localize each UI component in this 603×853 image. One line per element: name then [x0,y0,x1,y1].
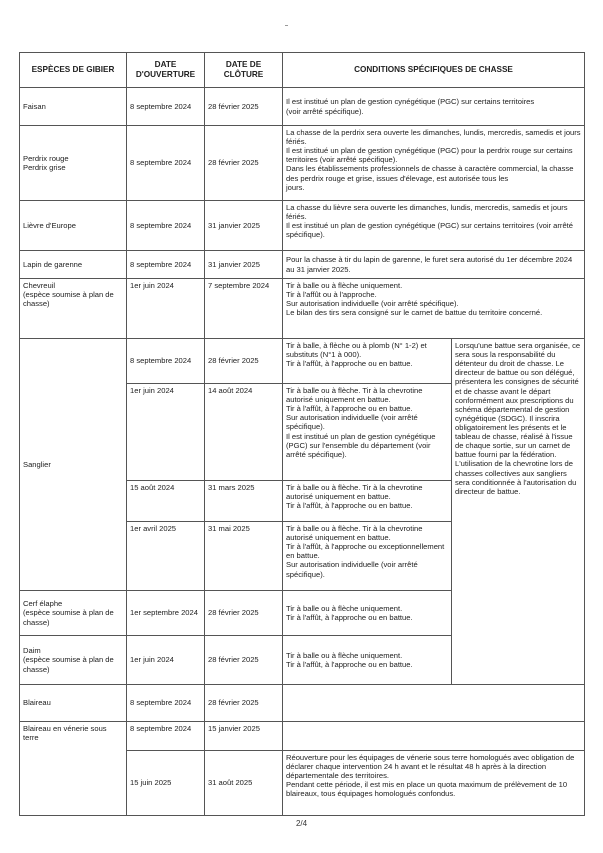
closing-date-cell: 31 mai 2025 [205,522,283,591]
closing-date-cell: 28 février 2025 [205,88,283,126]
condition-line: jours. [286,182,305,192]
closing-date-cell: 28 février 2025 [205,636,283,685]
condition-line: Tir à l'affût ou à l'approche. [286,290,377,300]
condition-line: Sur autorisation individuelle (voir arrêté spécifique). [286,413,418,432]
opening-date-cell: 15 août 2024 [127,481,205,522]
condition-line: Sur autorisation individuelle (voir arrêté spécifique). [286,299,459,309]
opening-date-cell: 1er juin 2024 [127,384,205,481]
condition-line: Tir à balle ou à flèche. Tir à la chevrotine autorisé uniquement en battue. [286,524,423,543]
closing-date-cell: 7 septembre 2024 [205,279,283,339]
condition-line: Dans les établissements professionnels de chasse à caractère commercial, la chasse des perdrix rouge et grise, issues d'élevage, est autorisée tous les [286,164,574,183]
scan-mark [285,25,288,26]
opening-date-cell: 8 septembre 2024 [127,339,205,384]
header-species: ESPÈCES DE GIBIER [20,53,127,88]
conditions-cell [283,685,585,722]
species-cell: Sanglier [20,339,127,591]
closing-date-cell: 15 janvier 2025 [205,722,283,751]
table-row [20,88,585,126]
table-row [20,339,585,384]
condition-line: La chasse de la perdrix sera ouverte les dimanches, lundis, mercredis, samedis et jours fériés. [286,128,581,147]
table-row [20,722,585,751]
species-cell [20,636,127,685]
species-cell [20,591,127,636]
condition-line: Tir à balle, à flèche ou à plomb (N° 1-2) et substituts (N°1 à 000). [286,341,427,360]
condition-line: Tir à balle ou à flèche uniquement. [286,281,403,290]
opening-date-cell: 8 septembre 2024 [127,722,205,751]
closing-date-cell: 28 février 2025 [205,126,283,201]
conditions-cell [283,522,452,591]
opening-date-cell: 8 septembre 2024 [127,88,205,126]
table-row [20,685,585,722]
opening-date-cell: 8 septembre 2024 [127,126,205,201]
condition-line: Tir à l'affût, à l'approche ou en battue. [286,501,413,511]
conditions-cell [283,751,585,816]
condition-line: Tir à l'affût, à l'approche ou en battue. [286,613,413,622]
conditions-cell: Pour la chasse à tir du lapin de garenne, le furet sera autorisé du 1er décembre 2024 au 31 janvier 2025. [283,251,585,279]
opening-date-cell: 1er juin 2024 [127,279,205,339]
condition-line: Il est institué un plan de gestion cynégétique (PGC) sur certains territoires [286,97,535,107]
conditions-cell [283,126,585,201]
closing-date-cell: 28 février 2025 [205,339,283,384]
hunting-conditions-table [19,52,585,816]
table-header-row [20,53,585,88]
species-name: Chevreuil [23,281,56,290]
boar-battue-note-cell [452,339,585,685]
table-row [20,126,585,201]
header-opening-date: DATE D'OUVERTURE [127,53,205,88]
header-conditions: CONDITIONS SPÉCIFIQUES DE CHASSE [283,53,585,88]
condition-line: Tir à l'affût, à l'approche ou en battue. [286,660,413,669]
closing-date-cell: 14 août 2024 [205,384,283,481]
closing-date-cell: 31 janvier 2025 [205,251,283,279]
conditions-cell [283,481,452,522]
species-name: Perdrix grise [23,163,66,172]
species-cell [20,279,127,339]
species-cell: Lièvre d'Europe [20,201,127,251]
species-name: Faisan [23,101,46,111]
page-number: 2/4 [295,819,308,828]
opening-date-cell: 1er septembre 2024 [127,591,205,636]
conditions-cell [283,339,452,384]
conditions-cell [283,636,452,685]
condition-line: Le bilan des tirs sera consigné sur le carnet de battue du territoire concerné. [286,308,543,318]
table-row [20,251,585,279]
conditions-cell [283,88,585,126]
table-row [20,279,585,339]
species-note: (espèce soumise à plan de chasse) [23,655,114,674]
closing-date-cell: 31 janvier 2025 [205,201,283,251]
closing-date-cell: 28 février 2025 [205,591,283,636]
species-cell: Blaireau en vénerie sous terre [20,722,127,816]
condition-line: (voir arrêté spécifique). [286,106,364,116]
condition-line: Pendant cette période, il est mis en place un quota maximum de prélèvement de 10 blaireaux, tous équipages homologués confondus. [286,780,568,799]
closing-date-cell: 31 août 2025 [205,751,283,816]
opening-date-cell: 1er avril 2025 [127,522,205,591]
species-cell: Lapin de garenne [20,251,127,279]
condition-line: Tir à l'affût, à l'approche ou en battue. [286,359,413,369]
condition-line: Tir à balle ou à flèche uniquement. [286,603,403,613]
opening-date-cell: 1er juin 2024 [127,636,205,685]
species-note: (espèce soumise à plan de chasse) [23,608,114,627]
opening-date-cell: 15 juin 2025 [127,751,205,816]
condition-line: Il est institué un plan de gestion cynégétique (PGC) sur certains territoires (voir arrêté spécifique). [286,221,574,240]
table-row [20,201,585,251]
note-paragraph: Lorsqu'une battue sera organisée, ce sera sous la responsabilité du détenteur du droit de chasse. Le directeur de battue ou son délégué, présentera les consignes de sécurité et de chasse avant le départ conformément aux prescriptions du schéma départemental de gestion cynégétique (SDGC). Il inscrira obligatoirement les présents et le tableau de chasse, réalisé à l'issue de chaque sortie, sur un carnet de battue fourni par la fédération. [455,341,581,460]
conditions-cell [283,722,585,751]
condition-line: La chasse du lièvre sera ouverte les dimanches, lundis, mercredis, samedis et jours fériés. [286,203,568,222]
species-name: Cerf élaphe [23,599,63,609]
condition-line: Tir à balle ou à flèche. Tir à la chevrotine autorisé uniquement en battue. [286,483,423,502]
condition-line: Il est institué un plan de gestion cynégétique (PGC) pour la perdrix rouge sur certains territoires (voir arrêté spécifique). [286,146,573,165]
closing-date-cell: 28 février 2025 [205,685,283,722]
condition-line: Sur autorisation individuelle (voir arrêté spécifique). [286,560,418,579]
header-closing-date: DATE DE CLÔTURE [205,53,283,88]
condition-line: Tir à l'affût, à l'approche ou en battue. [286,404,413,414]
species-cell: Blaireau [20,685,127,722]
conditions-cell [283,279,585,339]
opening-date-cell: 8 septembre 2024 [127,251,205,279]
condition-line: Réouverture pour les équipages de vénerie sous terre homologués avec obligation de déclarer chaque intervention 24 h avant et le résultat 48 h après à la direction départementale des territoires. [286,753,575,781]
note-paragraph: L'utilisation de la chevrotine lors de chasses collectives aux sangliers sera conditionnée à l'autorisation du directeur de battue. [455,459,577,496]
species-cell [20,126,127,201]
conditions-cell [283,201,585,251]
species-name: Perdrix rouge [23,153,69,163]
conditions-cell [283,384,452,481]
species-cell [20,88,127,126]
conditions-cell [283,591,452,636]
species-name: Daim [23,646,41,656]
condition-line: Il est institué un plan de gestion cynégétique (PGC) sur l'ensemble du département (voir arrêté spécifique). [286,431,436,459]
condition-line: Tir à balle ou à flèche uniquement. [286,650,403,660]
opening-date-cell: 8 septembre 2024 [127,685,205,722]
species-note: (espèce soumise à plan de chasse) [23,290,114,309]
condition-line: Tir à balle ou à flèche. Tir à la chevrotine autorisé uniquement en battue. [286,386,423,405]
condition-line: Tir à l'affût, à l'approche ou exceptionnellement en battue. [286,542,445,561]
closing-date-cell: 31 mars 2025 [205,481,283,522]
opening-date-cell: 8 septembre 2024 [127,201,205,251]
